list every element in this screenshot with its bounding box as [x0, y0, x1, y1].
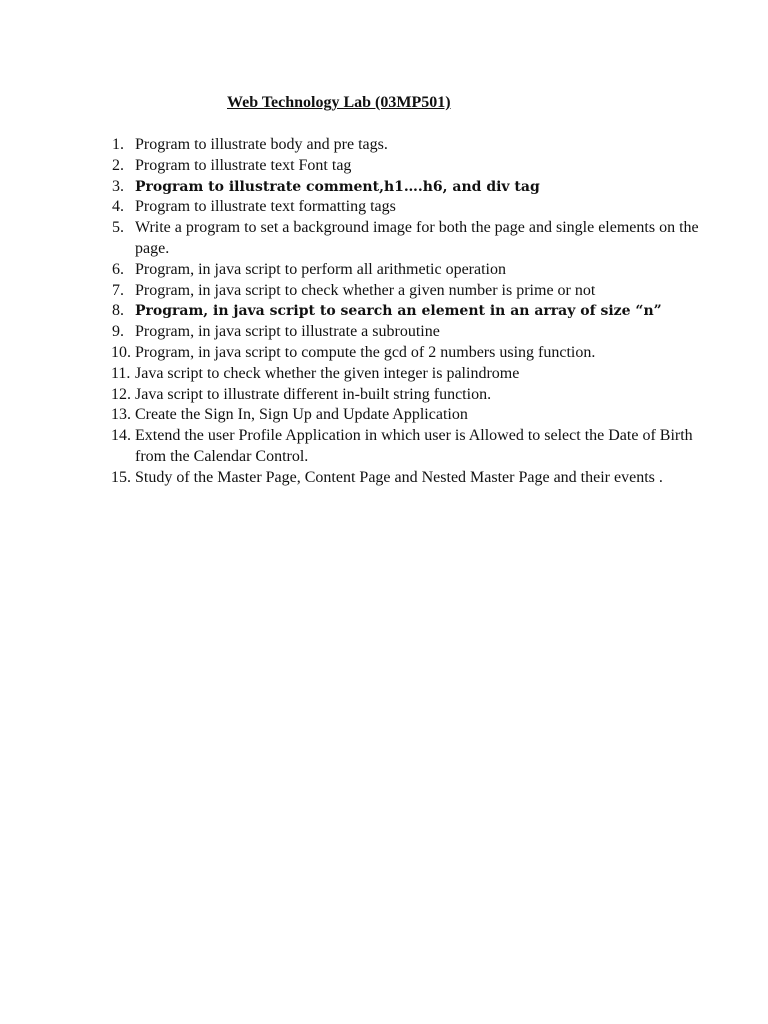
list-item	[112, 385, 712, 406]
item-number: 6.	[112, 260, 124, 278]
list-item	[112, 281, 712, 302]
item-number: 7.	[112, 281, 124, 299]
item-text: Program, in java script to search an element in an array of size “n”	[135, 303, 662, 320]
item-number: 1.	[112, 136, 124, 153]
item-number: 3.	[112, 177, 124, 195]
item-text: Program, in java script to check whether a given number is prime or not	[135, 281, 596, 299]
list-item	[112, 364, 712, 385]
item-number: 4.	[112, 198, 124, 216]
list-item	[112, 468, 712, 489]
item-text: Program to illustrate text Font tag	[135, 156, 352, 174]
item-number: 13.	[111, 406, 131, 424]
list-item	[112, 218, 712, 260]
list-item	[112, 426, 712, 468]
item-text: Extend the user Profile Application in which user is Allowed to select the Date of Birth from the Calendar Control.	[135, 427, 693, 465]
item-text: Program, in java script to perform all arithmetic operation	[135, 260, 506, 278]
list-item	[112, 260, 712, 281]
document-title: Web Technology Lab (03MP501)	[227, 94, 451, 111]
list-item	[112, 322, 712, 343]
item-number: 15.	[111, 468, 131, 486]
list-item	[112, 405, 712, 426]
item-text: Java script to check whether the given integer is palindrome	[135, 364, 520, 382]
item-number: 5.	[112, 219, 124, 237]
list-item	[112, 135, 712, 156]
item-text: Program, in java script to illustrate a subroutine	[135, 323, 440, 341]
item-number: 9.	[112, 323, 124, 341]
list-item	[112, 197, 712, 218]
item-text: Program to illustrate text formatting tags	[135, 198, 396, 216]
lab-program-list	[112, 135, 712, 489]
item-text: Study of the Master Page, Content Page and Nested Master Page and their events .	[135, 468, 663, 486]
item-text: Program to illustrate comment,h1….h6, and div tag	[135, 178, 540, 195]
item-text: Program, in java script to compute the gcd of 2 numbers using function.	[135, 343, 596, 361]
item-number: 12.	[111, 385, 131, 403]
list-item	[112, 343, 712, 364]
item-text: Program to illustrate body and pre tags.	[135, 136, 388, 153]
item-text: Java script to illustrate different in-built string function.	[135, 385, 492, 403]
list-item	[112, 177, 712, 198]
list-item	[112, 301, 712, 322]
item-number: 11.	[111, 364, 131, 382]
item-number: 2.	[112, 156, 124, 174]
list-item	[112, 156, 712, 177]
item-number: 14.	[111, 427, 131, 445]
item-number: 8.	[112, 302, 124, 320]
item-text: Write a program to set a background image for both the page and single elements on the page.	[135, 219, 699, 257]
item-text: Create the Sign In, Sign Up and Update Application	[135, 406, 468, 424]
item-number: 10.	[111, 343, 131, 361]
